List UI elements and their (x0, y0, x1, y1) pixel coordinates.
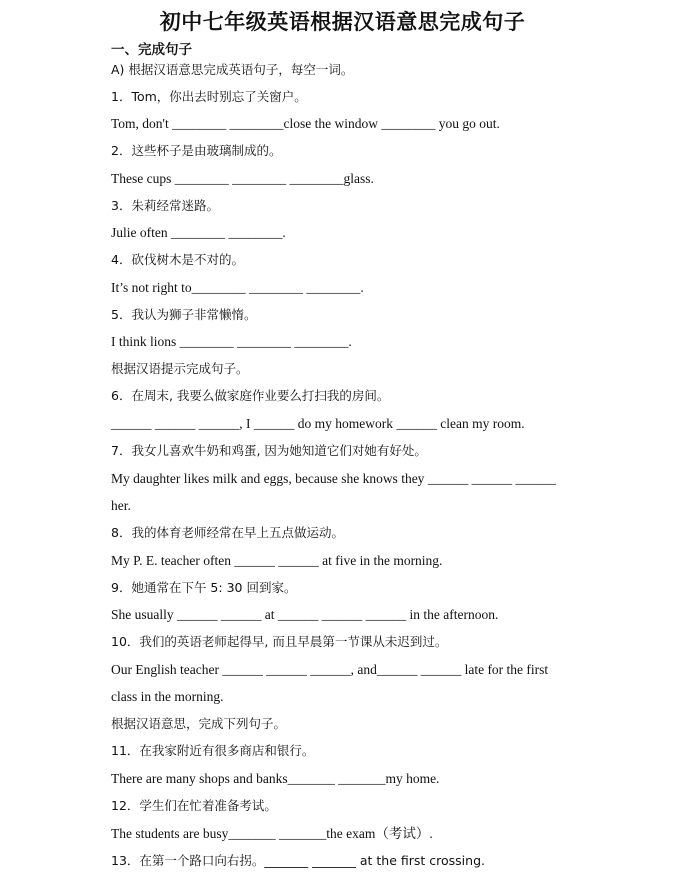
instruction-b: 根据汉语提示完成句子。 (111, 361, 249, 376)
question-9-zh: 9．她通常在下午 5: 30 回到家。 (111, 580, 297, 595)
section-heading: 一、完成句子 (111, 42, 192, 58)
page-title: 初中七年级英语根据汉语意思完成句子 (159, 10, 526, 34)
question-5-zh: 5．我认为狮子非常懒惰。 (111, 307, 257, 322)
question-6-zh: 6．在周末, 我要么做家庭作业要么打扫我的房间。 (111, 388, 390, 403)
question-7-en-cont: her. (111, 498, 131, 513)
question-5-en: I think lions ________ ________ ________. (111, 334, 352, 349)
question-10-en-cont: class in the morning. (111, 689, 224, 704)
question-11-en: There are many shops and banks_______ _______my home. (111, 771, 440, 786)
question-12-en: The students are busy_______ _______the exam（考试）. (111, 826, 433, 841)
question-4-en: It’s not right to________ ________ ________. (111, 280, 364, 295)
question-3-en: Julie often ________ ________. (111, 225, 286, 240)
question-6-en: ______ ______ ______, I ______ do my homework ______ clean my room. (111, 416, 525, 431)
question-8-zh: 8．我的体育老师经常在早上五点做运动。 (111, 525, 344, 540)
question-2-zh: 2．这些杯子是由玻璃制成的。 (111, 143, 282, 158)
question-11-zh: 11．在我家附近有很多商店和银行。 (111, 743, 315, 758)
question-3-zh: 3．朱莉经常迷路。 (111, 198, 219, 213)
question-7-zh: 7．我女儿喜欢牛奶和鸡蛋, 因为她知道它们对她有好处。 (111, 443, 427, 458)
instruction-c: 根据汉语意思，完成下列句子。 (111, 716, 287, 731)
question-10-zh: 10．我们的英语老师起得早, 而且早晨第一节课从未迟到过。 (111, 634, 448, 649)
question-13: 13．在第一个路口向右拐。_______ _______ at the first crossing. (111, 853, 485, 868)
question-12-zh: 12．学生们在忙着准备考试。 (111, 798, 277, 813)
question-1-en: Tom, don't ________ ________close the window ________ you go out. (111, 116, 500, 131)
question-10-en: Our English teacher ______ ______ ______, and______ ______ late for the first (111, 662, 549, 677)
question-8-en: My P. E. teacher often ______ ______ at five in the morning. (111, 553, 443, 568)
instruction-a: A) 根据汉语意思完成英语句子，每空一词。 (111, 62, 354, 77)
question-9-en: She usually ______ ______ at ______ ______ ______ in the afternoon. (111, 607, 499, 622)
question-2-en: These cups ________ ________ ________glass. (111, 171, 374, 186)
question-7-en: My daughter likes milk and eggs, because she knows they ______ ______ ______ (111, 471, 557, 486)
question-1-zh: 1．Tom，你出去时别忘了关窗户。 (111, 89, 307, 104)
question-4-zh: 4．砍伐树木是不对的。 (111, 252, 244, 267)
